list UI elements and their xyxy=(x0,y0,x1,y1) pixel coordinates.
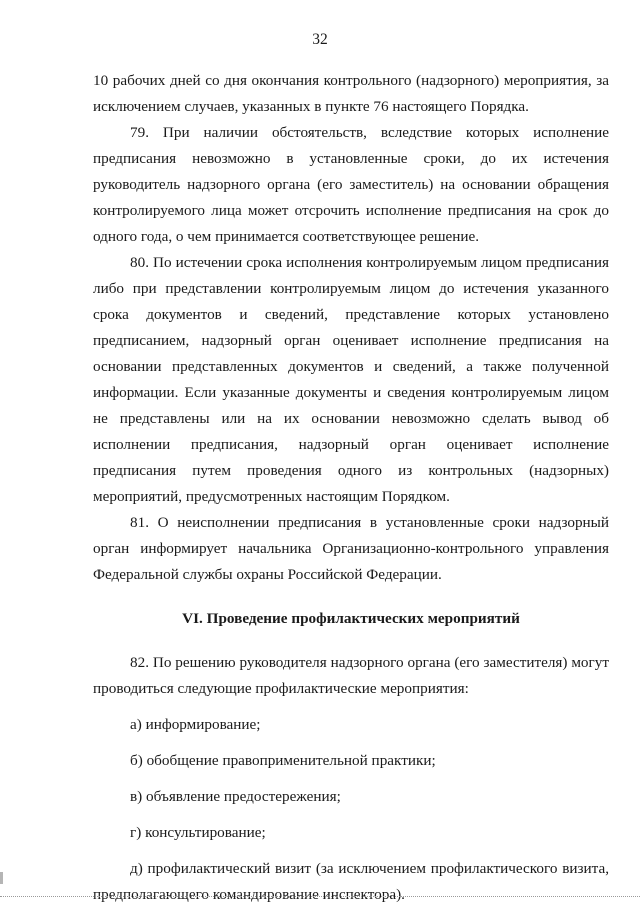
section-heading: VI. Проведение профилактических мероприятий xyxy=(182,610,520,627)
list-item-a: а) информирование; xyxy=(130,716,261,733)
paragraph-81: 81. О неисполнении предписания в установленные сроки надзорный орган информирует начальника Организационно-контрольного управления Федеральной службы охраны Российской Федерации. xyxy=(93,514,609,583)
page-number: 32 xyxy=(312,31,328,48)
document-body xyxy=(93,68,609,905)
paragraph-continuation: 10 рабочих дней со дня окончания контрольного (надзорного) мероприятия, за исключением случаев, указанных в пункте 76 настоящего Порядка. xyxy=(93,72,609,115)
scan-edge-mark xyxy=(0,872,3,884)
paragraph-82: 82. По решению руководителя надзорного органа (его заместителя) могут проводиться следующие профилактические мероприятия: xyxy=(93,654,609,697)
paragraph-80: 80. По истечении срока исполнения контролируемым лицом предписания либо при представлении контролируемым лицом до истечения указанного срока документов и сведений, представление которых установлено предписанием, надзорный орган оценивает исполнение предписания на основании представленных документов и сведений, а также полученной информации. Если указанные документы и сведения контролируемым лицом не представлены или на их основании невозможно сделать вывод об исполнении предписания, надзорный орган оценивает исполнение предписания путем проведения одного из контрольных (надзорных) мероприятий, предусмотренных настоящим Порядком. xyxy=(93,254,609,505)
list-item-d: д) профилактический визит (за исключением профилактического визита, предполагающего командирование инспектора). xyxy=(93,860,609,903)
list-item-b: б) обобщение правоприменительной практики; xyxy=(130,752,436,769)
scan-bottom-edge xyxy=(0,896,640,898)
list-item-g: г) консультирование; xyxy=(130,824,266,841)
list-item-v: в) объявление предостережения; xyxy=(130,788,341,805)
paragraph-79: 79. При наличии обстоятельств, вследствие которых исполнение предписания невозможно в установленные сроки, до их истечения руководитель надзорного органа (его заместитель) на основании обращения контролируемого лица может отсрочить исполнение предписания на срок до одного года, о чем принимается соответствующее решение. xyxy=(93,124,609,245)
